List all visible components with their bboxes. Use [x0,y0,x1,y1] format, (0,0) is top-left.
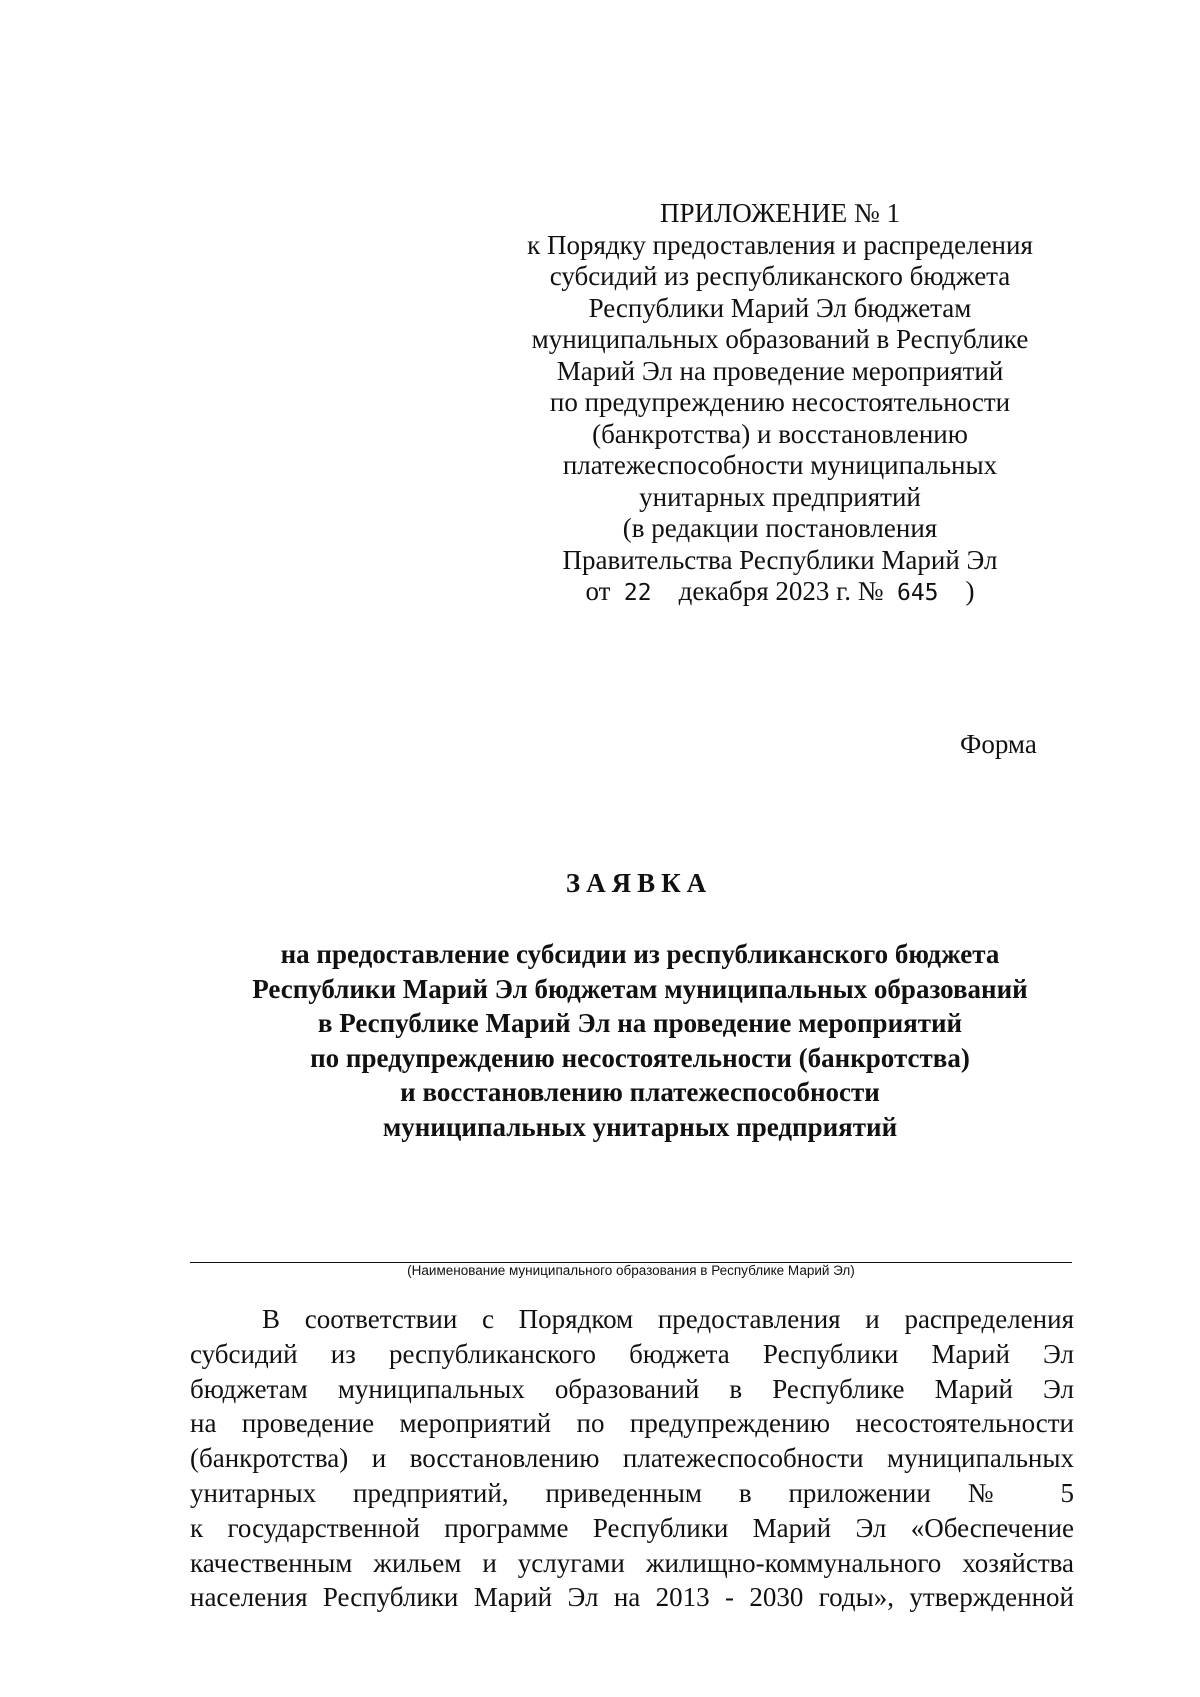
document-subtitle [190,937,1090,1144]
document-title: ЗАЯВКА [565,868,713,898]
appendix-title: ПРИЛОЖЕНИЕ № 1 [659,198,901,228]
date-suffix: ) [965,576,975,606]
appendix-line: по предупреждению несостоятельности [549,387,1011,417]
body-line: В соответствии с Порядком предоставления и распределения [262,1304,1074,1334]
body-line: на проведение мероприятий по предупреждению несостоятельности [190,1408,1074,1439]
appendix-line: платежеспособности муниципальных [562,450,998,480]
resolution-month-year: декабря 2023 г. № [678,576,884,606]
body-line: субсидий из республиканского бюджета Республики Марий Эл [190,1338,1074,1369]
body-line: к государственной программе Республики Марий Эл «Обеспечение [190,1512,1074,1543]
municipality-name-caption: (Наименование муниципального образования в Республике Марий Эл) [407,1263,855,1278]
resolution-number: 645 [896,580,939,606]
appendix-line: к Порядку предоставления и распределения [527,229,1033,260]
appendix-line: Республики Марий Эл бюджетам [588,292,972,323]
subtitle-line: и восстановлению платежеспособности [400,1077,880,1107]
body-paragraph [190,1302,1074,1615]
body-line: качественным жильем и услугами жилищно-коммунального хозяйства [190,1547,1074,1578]
date-prefix: от [585,576,611,606]
appendix-line: муниципальных образований в Республике [531,324,1029,354]
body-line: унитарных предприятий, приведенным в приложении № 5 [190,1477,1074,1508]
appendix-line: (банкротства) и восстановлению [592,418,968,449]
appendix-line: Правительства Республики Марий Эл [562,544,998,575]
appendix-line: унитарных предприятий [639,481,921,512]
form-label: Форма [960,729,1037,759]
subtitle-line: на предоставление субсидии из республиканского бюджета [280,939,1000,969]
subtitle-line: муниципальных унитарных предприятий [382,1111,898,1142]
resolution-day: 22 [623,580,652,606]
subtitle-line: в Республике Марий Эл на проведение мероприятий [317,1008,963,1038]
appendix-line: Марий Эл на проведение мероприятий [556,355,1004,386]
body-line: (банкротства) и восстановлению платежеспособности муниципальных [190,1443,1074,1474]
body-line: бюджетам муниципальных образований в Республике Марий Эл [190,1373,1074,1404]
resolution-date-line [500,576,1060,610]
appendix-header [500,198,1060,610]
subtitle-line: Республики Марий Эл бюджетам муниципальных образований [252,973,1028,1004]
appendix-line: (в редакции постановления [622,513,938,543]
body-line: населения Республики Марий Эл на 2013 - 2030 годы», утвержденной [190,1582,1074,1613]
appendix-line: субсидий из республиканского бюджета [549,261,1011,291]
subtitle-line: по предупреждению несостоятельности (банкротства) [310,1042,970,1073]
